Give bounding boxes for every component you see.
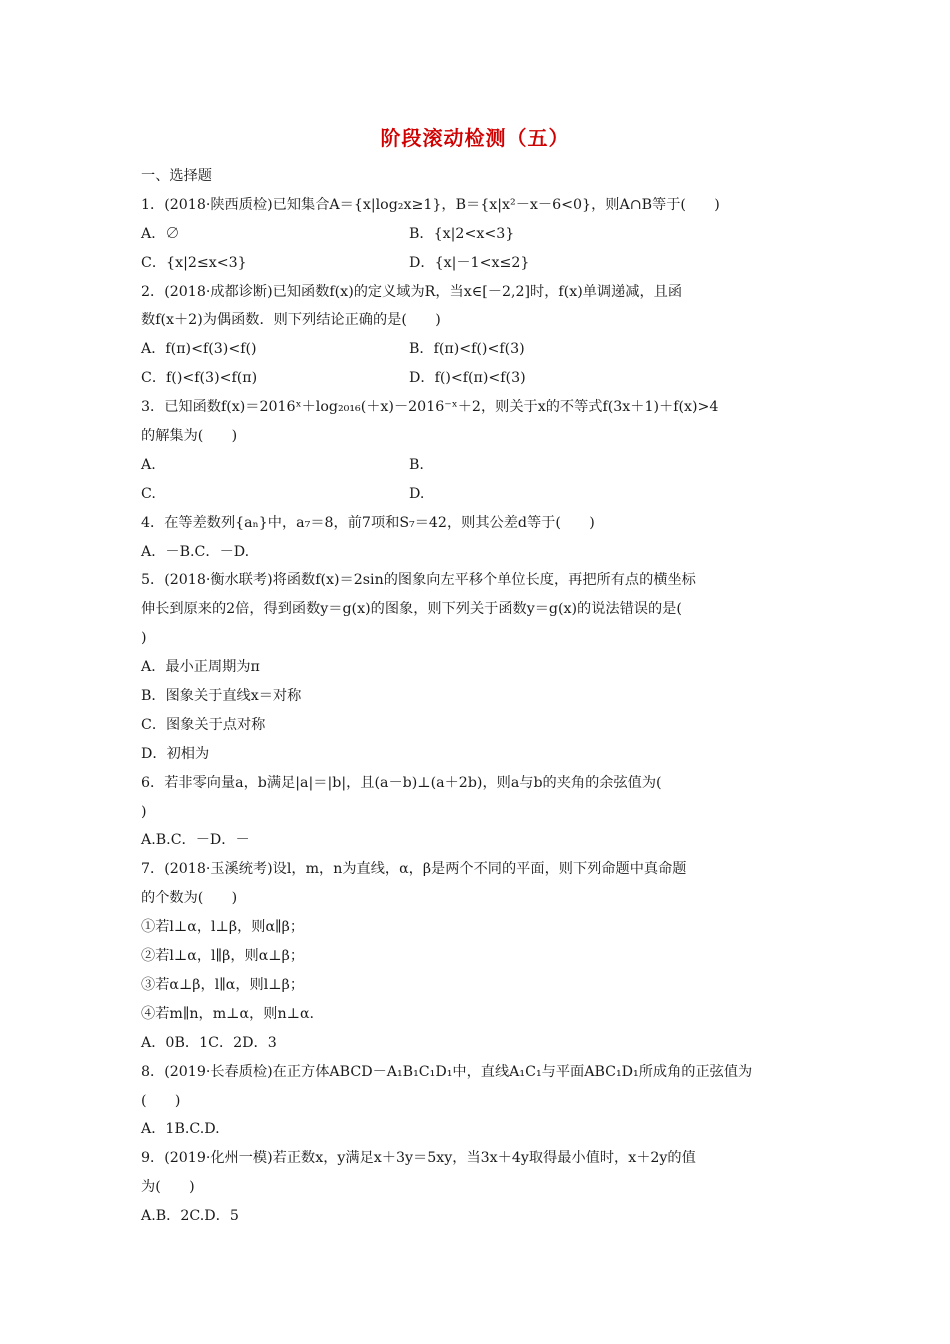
question-5-option-b: B．图象关于直线x＝对称 — [141, 688, 302, 705]
question-2-options-row-2 — [141, 364, 813, 393]
question-8-stem-line-1: 8．(2019·长春质检)在正方体ABCD－A₁B₁C₁D₁中，直线A₁C₁与平面ABC₁D₁所成角的正弦值为 — [141, 1063, 753, 1080]
question-2-option-d: D．f()<f(π)<f(3) — [409, 370, 526, 387]
question-2-option-a: A．f(π)<f(3)<f() — [141, 341, 257, 358]
question-3-option-c: C. — [141, 485, 156, 502]
question-3-stem-line-2: 的解集为( ) — [141, 428, 238, 445]
page-title: 阶段滚动检测（五） — [380, 126, 570, 150]
question-9-stem-line-1: 9．(2019·化州一模)若正数x，y满足x＋3y＝5xy，当3x＋4y取得最小值时，x＋2y的值 — [141, 1150, 696, 1167]
question-3-stem-line-1: 3．已知函数f(x)＝2016ˣ＋log₂₀₁₆(＋x)－2016⁻ˣ＋2，则关于x的不等式f(3x＋1)＋f(x)>4 — [141, 399, 719, 416]
question-8-stem-line-2: ( ) — [141, 1092, 181, 1109]
question-2-stem-line-1: 2．(2018·成都诊断)已知函数f(x)的定义域为R，当x∈[－2,2]时，f(x)单调递减，且函 — [141, 283, 683, 300]
question-7-options: A．0B．1C．2D．3 — [141, 1034, 277, 1051]
question-5-option-d: D．初相为 — [141, 745, 210, 762]
question-1-stem: 1．(2018·陕西质检)已知集合A＝{x|log₂x≥1}，B＝{x|x²－x－6<0}，则A∩B等于( ) — [141, 196, 720, 213]
question-7-stem-line-2: 的个数为( ) — [141, 890, 238, 907]
question-5-option-c: C．图象关于点对称 — [141, 716, 266, 733]
question-2-stem-line-2: 数f(x＋2)为偶函数．则下列结论正确的是( ) — [141, 312, 441, 329]
question-2-options-row-1 — [141, 335, 813, 364]
question-3-option-b: B. — [409, 456, 424, 473]
question-3-options-row-1 — [141, 451, 813, 480]
question-1-option-a: A．∅ — [141, 225, 180, 242]
section-heading: 一、选择题 — [141, 168, 212, 184]
question-1-options-row-2 — [141, 249, 813, 278]
question-5-stem-line-1: 5．(2018·衡水联考)将函数f(x)＝2sin的图象向左平移个单位长度，再把所有点的横坐标 — [141, 572, 696, 589]
question-2-option-c: C．f()<f(3)<f(π) — [141, 370, 258, 387]
question-6-options: A.B.C．－D．－ — [141, 832, 250, 849]
question-4-stem: 4．在等差数列{aₙ}中，a₇＝8，前7项和S₇＝42，则其公差d等于( ) — [141, 514, 595, 531]
question-3-option-d: D. — [409, 485, 425, 502]
question-7-stem-line-1: 7．(2018·玉溪统考)设l，m，n为直线，α，β是两个不同的平面，则下列命题中真命题 — [141, 861, 687, 878]
question-7-proposition-1: ①若l⊥α，l⊥β，则α∥β； — [141, 919, 305, 936]
question-9-stem-line-2: 为( ) — [141, 1179, 195, 1196]
question-list — [141, 162, 813, 1231]
question-3-options-row-2 — [141, 480, 813, 509]
question-5-option-a: A．最小正周期为π — [141, 659, 260, 676]
question-1-option-d: D．{x|－1<x≤2} — [409, 254, 530, 271]
question-6-stem-line-2: ) — [141, 803, 147, 820]
question-1-option-b: B．{x|2<x<3} — [409, 225, 515, 242]
question-3-option-a: A. — [141, 456, 156, 473]
question-1-option-c: C．{x|2≤x<3} — [141, 254, 247, 271]
question-2-option-b: B．f(π)<f()<f(3) — [409, 341, 525, 358]
question-9-options: A.B．2C.D．5 — [141, 1208, 239, 1225]
question-4-options: A．－B.C．－D. — [141, 543, 250, 560]
question-7-proposition-4: ④若m∥n，m⊥α，则n⊥α. — [141, 1005, 315, 1022]
question-8-options: A．1B.C.D. — [141, 1121, 220, 1138]
question-6-stem-line-1: 6．若非零向量a，b满足|a|＝|b|，且(a－b)⊥(a＋2b)，则a与b的夹角的余弦值为( — [141, 774, 662, 791]
question-1-options-row-1 — [141, 220, 813, 249]
question-7-proposition-2: ②若l⊥α，l∥β，则α⊥β； — [141, 948, 305, 965]
question-7-proposition-3: ③若α⊥β，l∥α，则l⊥β； — [141, 976, 305, 993]
question-5-stem-line-3: ) — [141, 630, 147, 647]
question-5-stem-line-2: 伸长到原来的2倍，得到函数y＝g(x)的图象，则下列关于函数y＝g(x)的说法错误的是( — [141, 601, 682, 618]
